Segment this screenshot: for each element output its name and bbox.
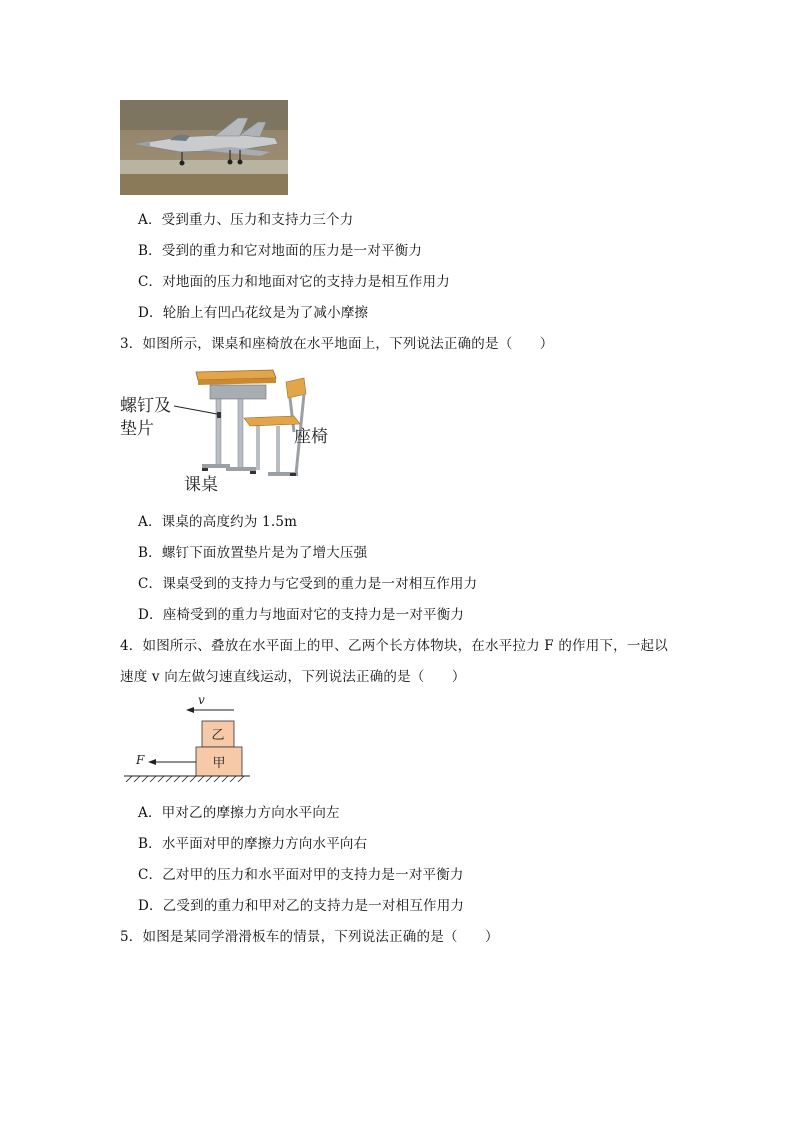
q5-stem: 5．如图是某同学滑滑板车的情景，下列说法正确的是（ ） (120, 929, 499, 945)
q3-option-b: B．螺钉下面放置垫片是为了增大压强 (138, 545, 368, 561)
q4-stem-line1: 4．如图所示、叠放在水平面上的甲、乙两个长方体物块，在水平拉力 F 的作用下，一起以 (120, 638, 668, 654)
q4-option-a: A．甲对乙的摩擦力方向水平向左 (138, 805, 340, 821)
q2-option-c: C．对地面的压力和地面对它的支持力是相互作用力 (138, 274, 450, 290)
q2-option-d: D．轮胎上有凹凸花纹是为了减小摩擦 (138, 305, 369, 321)
screw-label-line2: 垫片 (120, 419, 154, 439)
q3-option-c: C．课桌受到的支持力与它受到的重力是一对相互作用力 (138, 576, 478, 592)
q2-option-a: A．受到重力、压力和支持力三个力 (138, 212, 354, 228)
block-yi-label: 乙 (211, 728, 225, 743)
q4-option-d: D．乙受到的重力和甲对乙的支持力是一对相互作用力 (138, 898, 465, 914)
q4-option-c: C．乙对甲的压力和水平面对甲的支持力是一对平衡力 (138, 867, 464, 883)
block-jia-label: 甲 (212, 756, 226, 771)
q4-stem-line2: 速度 v 向左做匀速直线运动，下列说法正确的是（ ） (120, 669, 466, 685)
q3-option-a: A．课桌的高度约为 1.5m (138, 514, 298, 530)
fighter-jet-photo (120, 100, 288, 195)
velocity-label: v (198, 693, 205, 707)
chair-label: 座椅 (294, 427, 328, 447)
q3-stem: 3．如图所示，课桌和座椅放在水平地面上，下列说法正确的是（ ） (120, 336, 554, 352)
force-label: F (136, 753, 145, 767)
q4-option-b: B．水平面对甲的摩擦力方向水平向右 (138, 836, 368, 852)
stacked-blocks-figure (124, 692, 254, 784)
desk-label: 课桌 (184, 475, 218, 495)
q3-option-d: D．座椅受到的重力与地面对它的支持力是一对平衡力 (138, 607, 465, 623)
screw-label-line1: 螺钉及 (120, 396, 171, 416)
desk-chair-figure (118, 362, 338, 497)
q2-option-b: B．受到的重力和它对地面的压力是一对平衡力 (138, 243, 423, 259)
ground-hatching (126, 776, 244, 782)
